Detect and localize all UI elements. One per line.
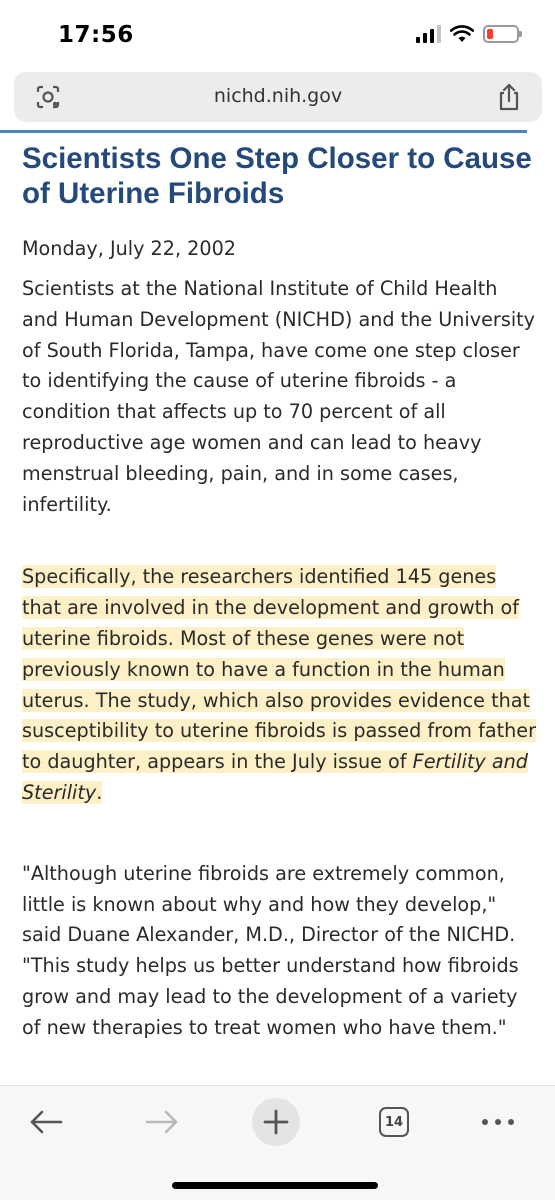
- home-indicator[interactable]: [172, 1182, 378, 1189]
- article-paragraph-2: [22, 562, 537, 808]
- address-bar[interactable]: [14, 72, 542, 122]
- cellular-signal-icon: [416, 25, 441, 43]
- tabs-icon: 14: [379, 1107, 409, 1137]
- more-button[interactable]: [476, 1098, 520, 1146]
- new-tab-button[interactable]: [252, 1098, 300, 1146]
- highlighted-text: [22, 565, 536, 804]
- arrow-left-icon: [28, 1108, 64, 1136]
- more-dots-icon: [481, 1118, 515, 1126]
- paragraph-2-text: Specifically, the researchers identified 145 genes that are involved in the development and growth of uterine fibroids. Most of these genes were not previously known to have a function in the human uterus. The study, which also provides evidence that susceptibility to uterine fibroids is passed from father to daughter, appears in the July issue of: [22, 565, 536, 774]
- tabs-button[interactable]: [374, 1098, 414, 1146]
- url-text[interactable]: nichd.nih.gov: [213, 85, 343, 107]
- plus-icon: [263, 1109, 289, 1135]
- article-title: Scientists One Step Closer to Cause of Uterine Fibroids: [22, 142, 532, 210]
- arrow-right-icon: [144, 1108, 180, 1136]
- article-paragraph-3: "Although uterine fibroids are extremely common, little is known about why and how they develop," said Duane Alexander, M.D., Director of the NICHD. "This study helps us better understand how fibroids grow and may lead to the development of a variety of new therapies to treat women who have them.": [22, 861, 519, 1039]
- status-bar: [0, 0, 555, 62]
- status-time: 17:56: [58, 22, 134, 48]
- article: [22, 138, 537, 1044]
- wifi-icon: [450, 25, 474, 43]
- status-icons: [416, 25, 519, 43]
- paragraph-2-end: .: [96, 780, 103, 804]
- article-paragraph-1: Scientists at the National Institute of Child Health and Human Development (NICHD) and the University of South Florida, Tampa, have come one step closer to identifying the cause of uterine fibroids - a condition that affects up to 70 percent of all reproductive age women and can lead to heavy menstrual bleeding, pain, and in some cases, infertility.: [22, 277, 536, 516]
- share-icon[interactable]: [496, 82, 522, 112]
- page-load-progress: [0, 130, 527, 133]
- article-date: Monday, July 22, 2002: [22, 237, 236, 260]
- forward-button[interactable]: [140, 1098, 184, 1146]
- journal-name: Fertility and Sterility: [22, 750, 528, 804]
- back-button[interactable]: [24, 1098, 68, 1146]
- battery-icon: [483, 25, 519, 43]
